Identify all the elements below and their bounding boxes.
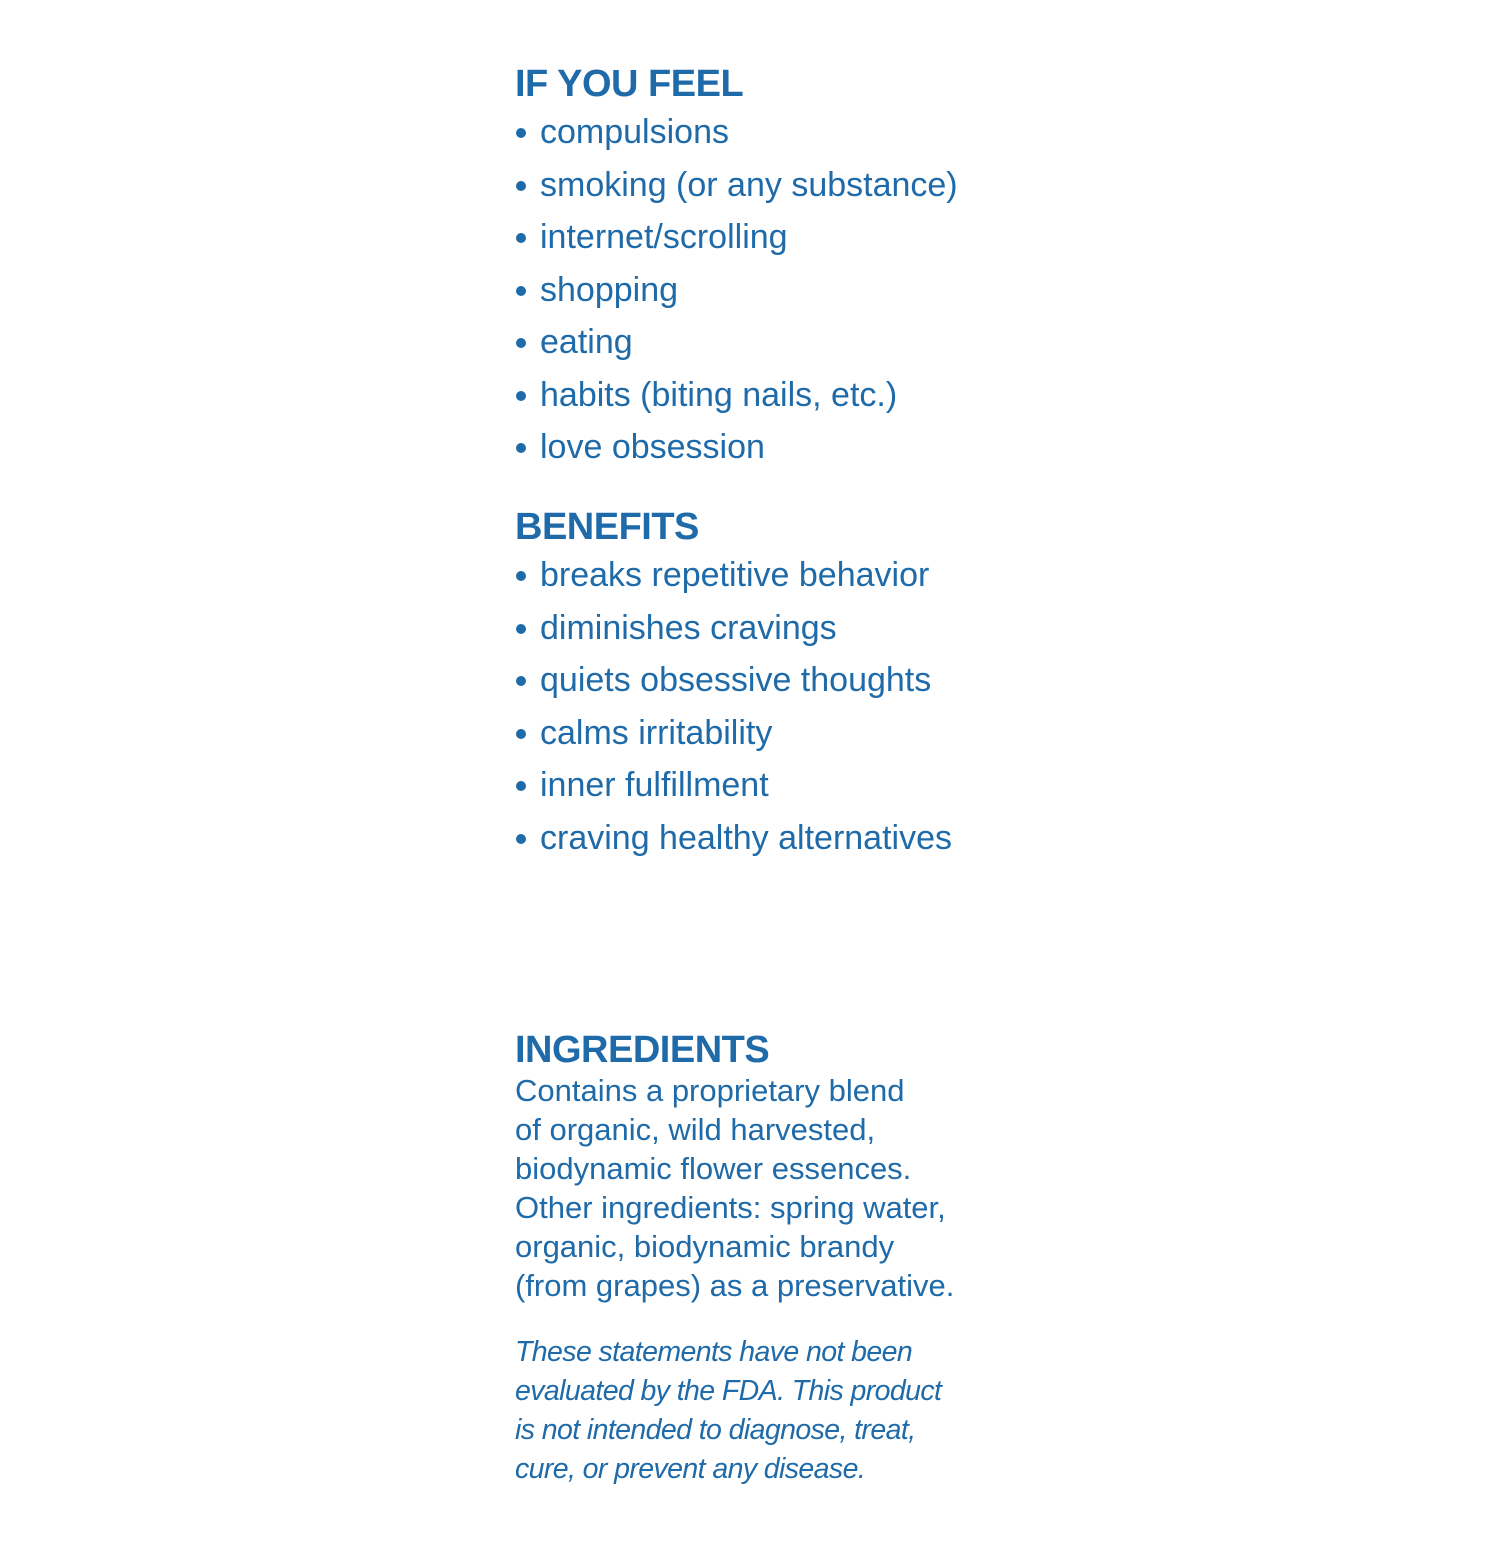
bullet-icon [516,128,526,138]
list-item: breaks repetitive behavior [515,555,952,608]
list-item: eating [515,322,958,375]
ingredients-text: Contains a proprietary blend of organic, wild harvested, biodynamic flower essences. Other ingredients: spring water, organic, biodynamic brandy (from grapes) as a preservative. [515,1073,955,1303]
list-item: craving healthy alternatives [515,818,952,871]
list-item: diminishes cravings [515,608,952,661]
bullet-icon [516,286,526,296]
bullet-icon [516,338,526,348]
bullet-icon [516,676,526,686]
list-item: compulsions [515,112,958,165]
ingredients-heading: INGREDIENTS [515,1029,770,1071]
bullet-icon [516,391,526,401]
benefits-list [515,555,952,870]
list-item: smoking (or any substance) [515,165,958,218]
list-item: internet/scrolling [515,217,958,270]
if-you-feel-list [515,112,958,480]
bullet-icon [516,233,526,243]
list-item: shopping [515,270,958,323]
bullet-icon [516,571,526,581]
bullet-icon [516,834,526,844]
if-you-feel-heading: IF YOU FEEL [515,63,744,105]
bullet-icon [516,729,526,739]
list-item: quiets obsessive thoughts [515,660,952,713]
bullet-icon [516,781,526,791]
bullet-icon [516,624,526,634]
list-item: inner fulfillment [515,765,952,818]
bullet-icon [516,181,526,191]
bullet-icon [516,443,526,453]
list-item: calms irritability [515,713,952,766]
fda-disclaimer: These statements have not been evaluated by the FDA. This product is not intended to diagnose, treat, cure, or prevent any disease. [515,1336,942,1485]
benefits-heading: BENEFITS [515,506,699,548]
list-item: love obsession [515,427,958,480]
list-item: habits (biting nails, etc.) [515,375,958,428]
